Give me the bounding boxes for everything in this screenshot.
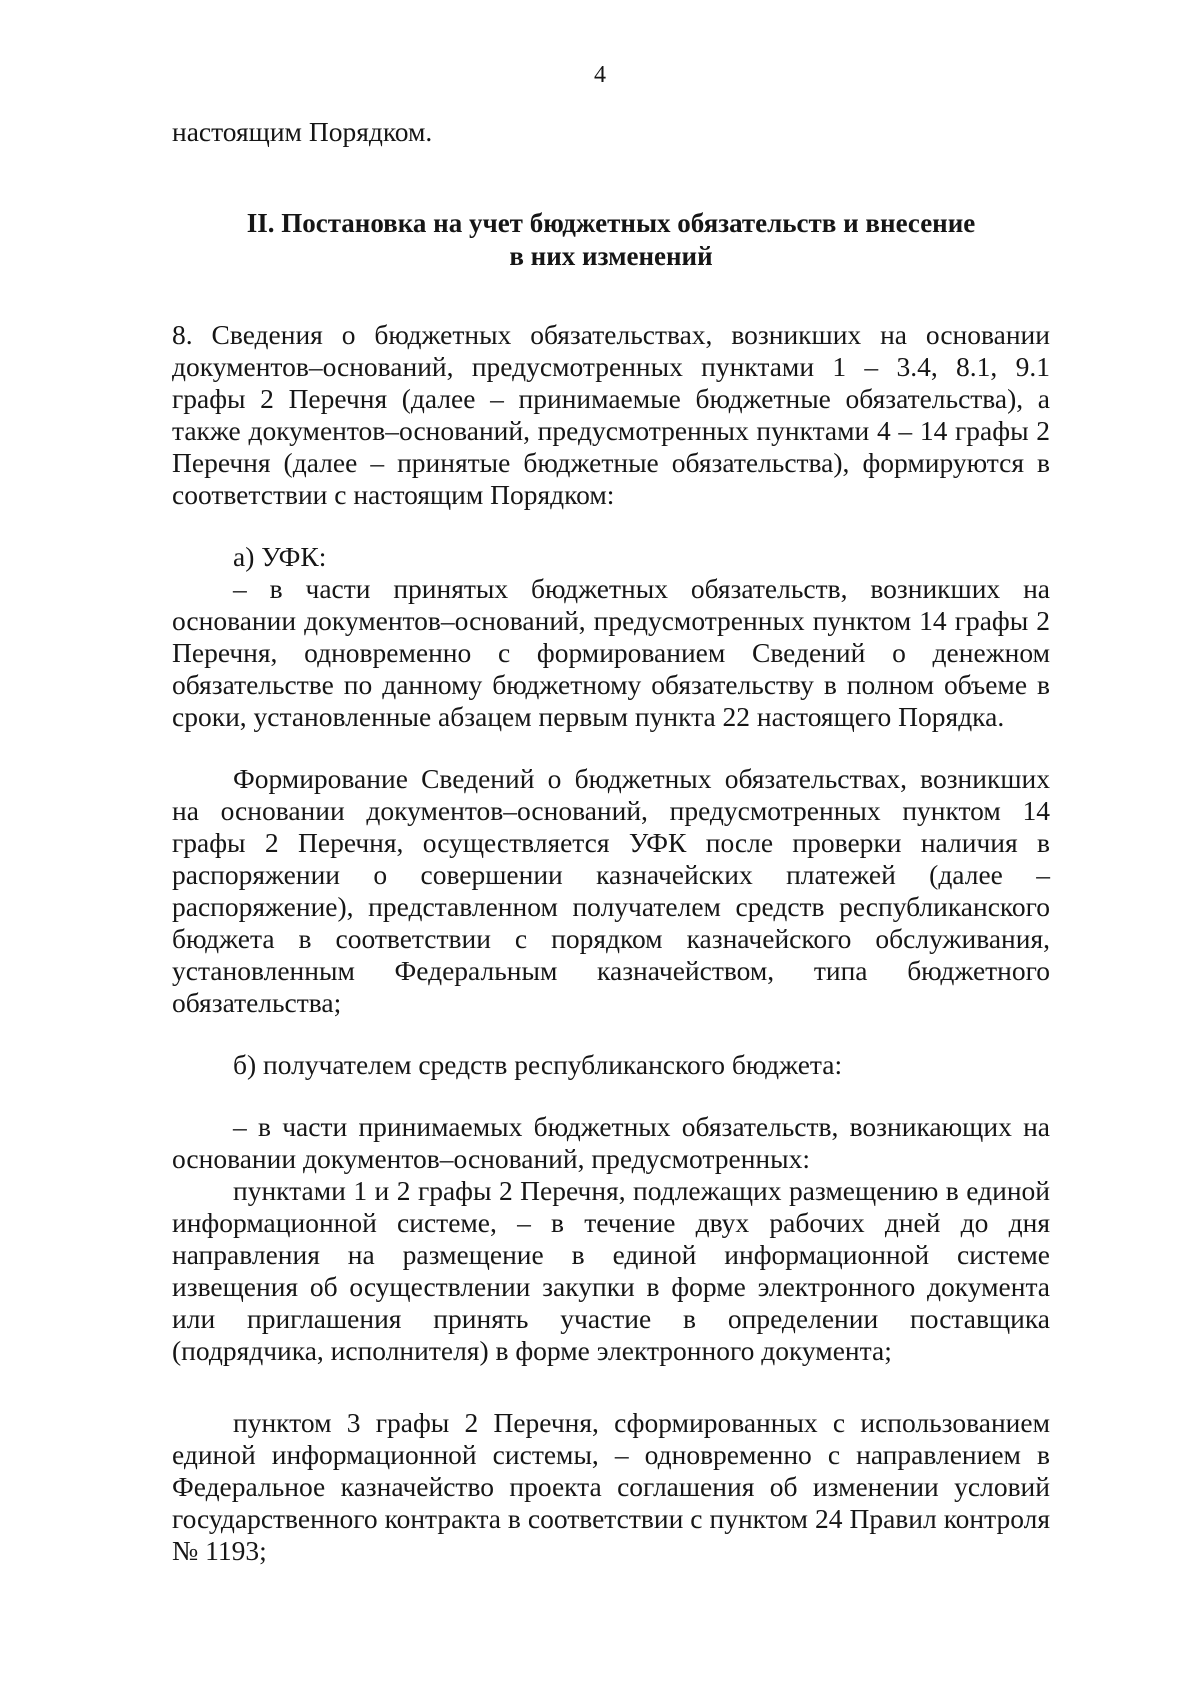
subitem-b-text: – в части принимаемых бюджетных обязательств, возникающих на основании документов–оснований, предусмотренных: (172, 1111, 1050, 1174)
intro-line: настоящим Порядком. (172, 116, 433, 147)
subitem-b-label: б) получателем средств республиканского бюджета: (233, 1049, 843, 1080)
formation-paragraph: Формирование Сведений о бюджетных обязательствах, возникших на основании документов–оснований, предусмотренных пунктом 14 графы 2 Перечня, осуществляется УФК после проверки наличия в распоряжении о совершении казначейских платежей (далее – распоряжение), представленном получателем средств республиканского бюджета в соответствии с порядком казначейского обслуживания, установленным Федеральным казначейством, типа бюджетного обязательства; (172, 763, 1050, 1018)
section-heading-line-1: II. Постановка на учет бюджетных обязательств и внесение (246, 208, 976, 238)
page-number: 4 (594, 62, 606, 88)
document-body (172, 116, 1050, 1567)
subitem-a-text: – в части принятых бюджетных обязательств, возникших на основании документов–оснований, предусмотренных пунктом 14 графы 2 Перечня, одновременно с формированием Сведений о денежном обязательстве по данному бюджетному обязательству в полном объеме в сроки, установленные абзацем первым пункта 22 настоящего Порядка. (172, 573, 1050, 732)
subitem-b-points-1-2: пунктами 1 и 2 графы 2 Перечня, подлежащих размещению в единой информационной системе, – в течение двух рабочих дней до дня направления на размещение в единой информационной системе извещения об осуществлении закупки в форме электронного документа или приглашения принять участие в определении поставщика (подрядчика, исполнителя) в форме электронного документа; (172, 1175, 1050, 1366)
paragraph-8: 8. Сведения о бюджетных обязательствах, возникших на основании документов–оснований, предусмотренных пунктами 1 – 3.4, 8.1, 9.1 графы 2 Перечня (далее – принимаемые бюджетные обязательства), а также документов–оснований, предусмотренных пунктами 4 – 14 графы 2 Перечня (далее – принятые бюджетные обязательства), формируются в соответствии с настоящим Порядком: (172, 319, 1050, 510)
subitem-a-label: а) УФК: (233, 541, 327, 572)
section-heading (172, 207, 1050, 273)
subitem-b-point-3: пунктом 3 графы 2 Перечня, сформированных с использованием единой информационной системы, – одновременно с направлением в Федеральное казначейство проекта соглашения об изменении условий государственного контракта в соответствии с пунктом 24 Правил контроля № 1193; (172, 1407, 1050, 1566)
section-heading-line-2: в них изменений (509, 241, 713, 271)
